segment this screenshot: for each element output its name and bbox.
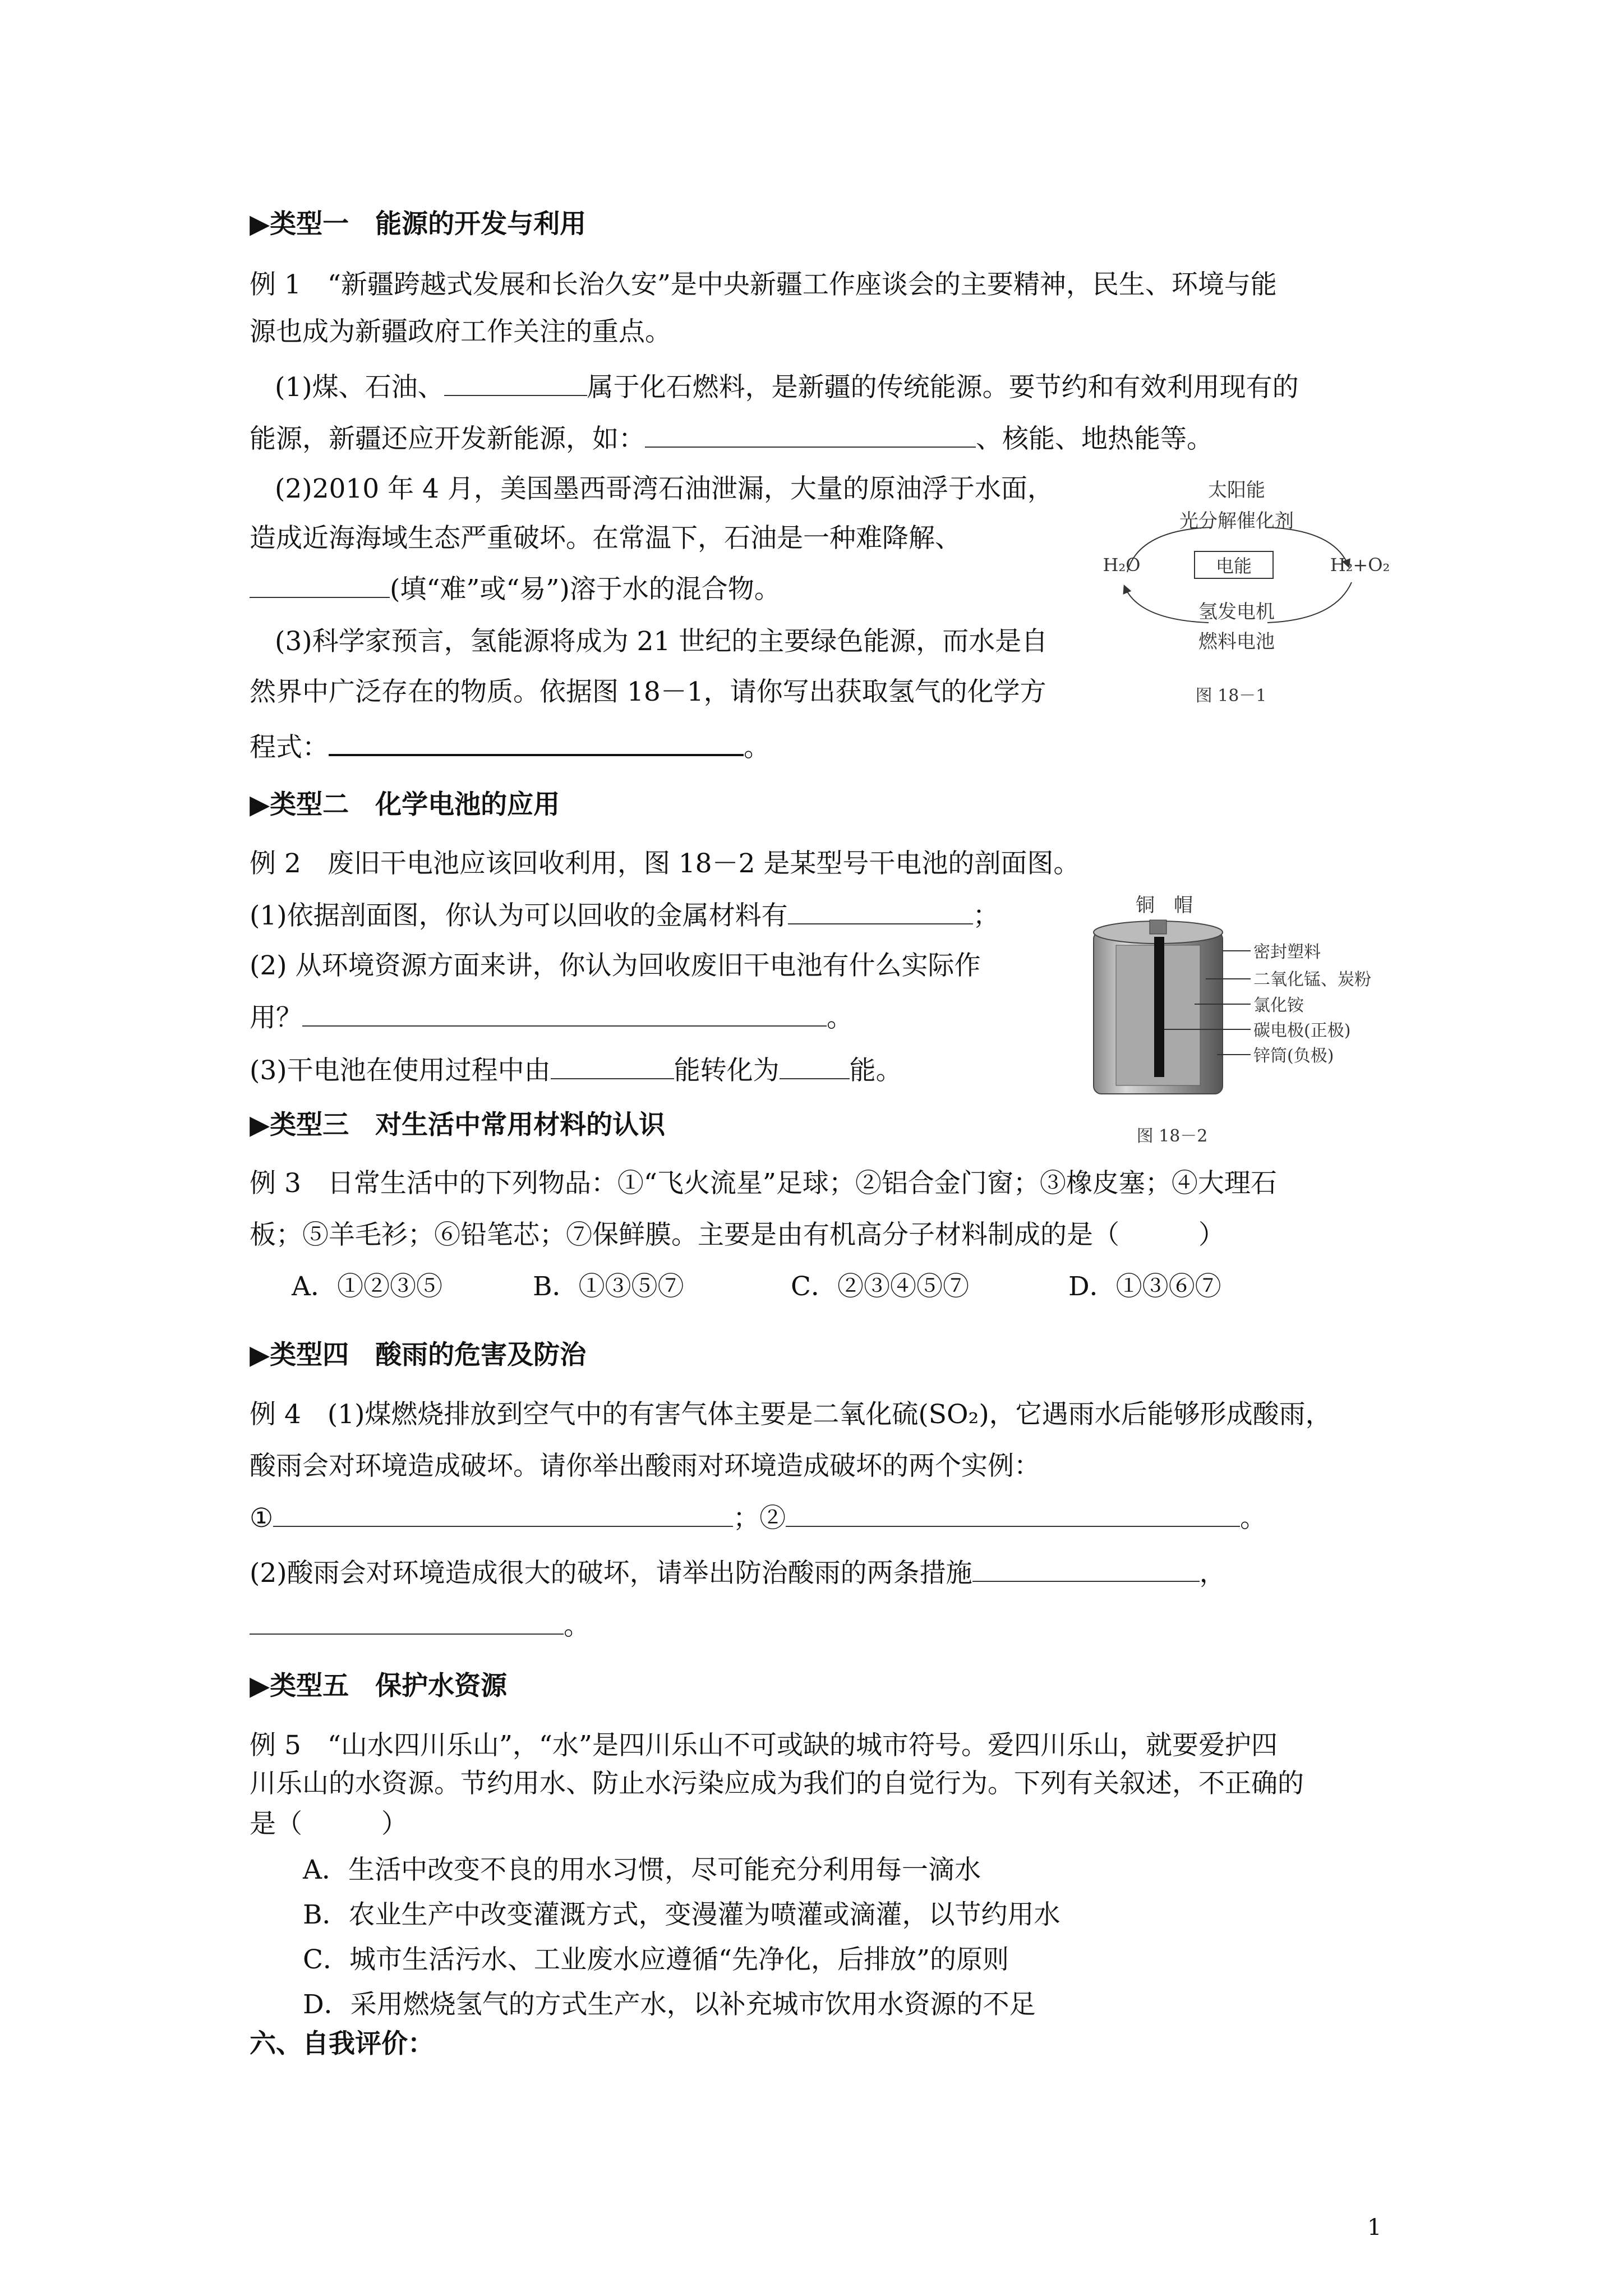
battery-label-carbon-electrode: 碳电极(正极) — [1253, 1021, 1351, 1041]
battery-label-zinc-can: 锌筒(负极) — [1253, 1046, 1334, 1066]
example-4-q2: (2)酸雨会对环境造成很大的破坏，请举出防治酸雨的两条措施 ， — [250, 1556, 1226, 1590]
battery-copper-cap — [1150, 920, 1166, 934]
example-5-option-c[interactable]: C．城市生活污水、工业废水应遵循“先净化，后排放”的原则 — [303, 1944, 1009, 1975]
example-4-examples: ① ；② 。 — [250, 1501, 1266, 1535]
answer-blank[interactable] — [250, 572, 390, 598]
example-1-q2-line-1: (2)2010 年 4 月，美国墨西哥湾石油泄漏，大量的原油浮于水面， — [275, 473, 1054, 504]
example-2-q1: (1)依据剖面图，你认为可以回收的金属材料有 ； — [250, 899, 999, 933]
example-2-line-1: 例 2 废旧干电池应该回收利用，图 18－2 是某型号干电池的剖面图。 — [250, 848, 1080, 879]
battery-carbon-rod — [1154, 937, 1164, 1077]
example-3-option-b[interactable]: B．①③⑤⑦ — [533, 1271, 684, 1302]
example-1-q2-line-3: (填“难”或“易”)溶于水的混合物。 — [250, 572, 781, 606]
example-5-line-2: 川乐山的水资源。节约用水、防止水污染应成为我们的自觉行为。下列有关叙述，不正确的 — [250, 1768, 1304, 1799]
section-heading-2: ▶类型二 化学电池的应用 — [250, 789, 560, 820]
example-2-q3: (3)干电池在使用过程中由 能转化为 能。 — [250, 1053, 902, 1088]
answer-blank[interactable] — [780, 1053, 850, 1079]
example-1-q2-line-2: 造成近海海域生态严重破坏。在常温下，石油是一种难降解、 — [250, 523, 961, 554]
answer-blank[interactable] — [788, 899, 973, 924]
diagram-label-hydrogen-oxygen: H₂+O₂ — [1330, 554, 1390, 576]
example-5-option-d[interactable]: D．采用燃烧氢气的方式生产水，以补充城市饮用水资源的不足 — [303, 1989, 1036, 2020]
diagram-label-photocatalyst: 光分解催化剂 — [1179, 510, 1294, 532]
battery-label-copper-cap: 铜 帽 — [1136, 894, 1193, 917]
section-heading-3: ▶类型三 对生活中常用材料的认识 — [250, 1110, 666, 1140]
battery-label-plastic-seal: 密封塑料 — [1253, 942, 1321, 962]
example-5-option-b[interactable]: B．农业生产中改变灌溉方式，变漫灌为喷灌或滴灌，以节约用水 — [303, 1899, 1061, 1930]
example-3-option-a[interactable]: A．①②③⑤ — [292, 1271, 442, 1302]
example-4-q2-line-2: 。 — [250, 1609, 590, 1643]
example-3-option-d[interactable]: D．①③⑥⑦ — [1068, 1271, 1221, 1302]
answer-blank[interactable] — [273, 1501, 733, 1527]
arrow-bottom-left-curve — [1124, 586, 1209, 623]
example-4-line-2: 酸雨会对环境造成破坏。请你举出酸雨对环境造成破坏的两个实例： — [250, 1451, 1040, 1481]
example-2-q2-line-1: (2) 从环境资源方面来讲，你认为回收废旧干电池有什么实际作 — [250, 950, 981, 981]
figure-18-1-caption: 图 18－1 — [1195, 686, 1267, 706]
battery-label-mno2-carbon: 二氧化锰、炭粉 — [1253, 970, 1371, 990]
section-heading-4: ▶类型四 酸雨的危害及防治 — [250, 1340, 587, 1370]
example-5-option-a[interactable]: A．生活中改变不良的用水习惯，尽可能充分利用每一滴水 — [303, 1855, 981, 1885]
example-5-line-3: 是（ ） — [250, 1809, 408, 1839]
answer-blank[interactable] — [645, 422, 976, 448]
example-3-line-1: 例 3 日常生活中的下列物品：①“飞火流星”足球；②铝合金门窗；③橡皮塞；④大理石 — [250, 1168, 1277, 1199]
figure-18-2-caption: 图 18－2 — [1136, 1126, 1208, 1146]
section-heading-6: 六、自我评价： — [250, 2028, 434, 2059]
example-1-line-2: 源也成为新疆政府工作关注的重点。 — [250, 316, 671, 347]
answer-blank[interactable] — [551, 1053, 674, 1079]
figure-18-2-battery-cross-section — [1082, 892, 1396, 1150]
diagram-label-fuel-cell: 燃料电池 — [1198, 631, 1275, 653]
section-heading-5: ▶类型五 保护水资源 — [250, 1671, 508, 1701]
answer-blank[interactable] — [444, 370, 587, 396]
section-heading-1: ▶类型一 能源的开发与利用 — [250, 209, 587, 240]
example-1-q1-line-1: (1)煤、石油、 属于化石燃料，是新疆的传统能源。要节约和有效利用现有的 — [275, 370, 1299, 404]
example-3-line-2: 板；⑤羊毛衫；⑥铅笔芯；⑦保鲜膜。主要是由有机高分子材料制成的是（ ） — [250, 1220, 1225, 1250]
example-1-q3-line-3: 程式： 。 — [250, 729, 770, 765]
answer-blank[interactable] — [250, 1609, 564, 1635]
example-1-line-1: 例 1 “新疆跨越式发展和长治久安”是中央新疆工作座谈会的主要精神，民生、环境与能 — [250, 269, 1277, 300]
battery-label-ammonium-chloride: 氯化铵 — [1253, 996, 1304, 1015]
example-1-q3-line-2: 然界中广泛存在的物质。依据图 18－1，请你写出获取氢气的化学方 — [250, 677, 1046, 707]
diagram-label-electric-energy: 电能 — [1215, 555, 1252, 577]
example-3-option-c[interactable]: C．②③④⑤⑦ — [791, 1271, 969, 1302]
answer-blank[interactable] — [786, 1501, 1240, 1527]
answer-blank[interactable] — [302, 1001, 827, 1027]
answer-blank[interactable] — [972, 1556, 1200, 1582]
example-5-line-1: 例 5 “山水四川乐山”，“水”是四川乐山不可或缺的城市符号。爱四川乐山，就要爱护四 — [250, 1730, 1278, 1761]
page-number: 1 — [1367, 2215, 1382, 2240]
example-1-q1-line-2: 能源，新疆还应开发新能源，如： 、核能、地热能等。 — [250, 422, 1213, 456]
figure-18-1-hydrogen-cycle-diagram — [1099, 471, 1402, 712]
diagram-label-hydrogen-generator: 氢发电机 — [1198, 601, 1275, 623]
example-1-q3-line-1: (3)科学家预言，氢能源将成为 21 世纪的主要绿色能源，而水是自 — [275, 626, 1048, 657]
example-2-q2-line-2: 用？ 。 — [250, 1001, 853, 1035]
diagram-label-solar: 太阳能 — [1208, 479, 1265, 501]
example-4-line-1: 例 4 (1)煤燃烧排放到空气中的有害气体主要是二氧化硫(SO₂)，它遇雨水后能够形成酸雨， — [250, 1399, 1332, 1430]
answer-blank[interactable] — [329, 729, 744, 756]
diagram-label-water: H₂O — [1103, 554, 1141, 576]
arrow-bottom-right-curve — [1267, 582, 1352, 623]
